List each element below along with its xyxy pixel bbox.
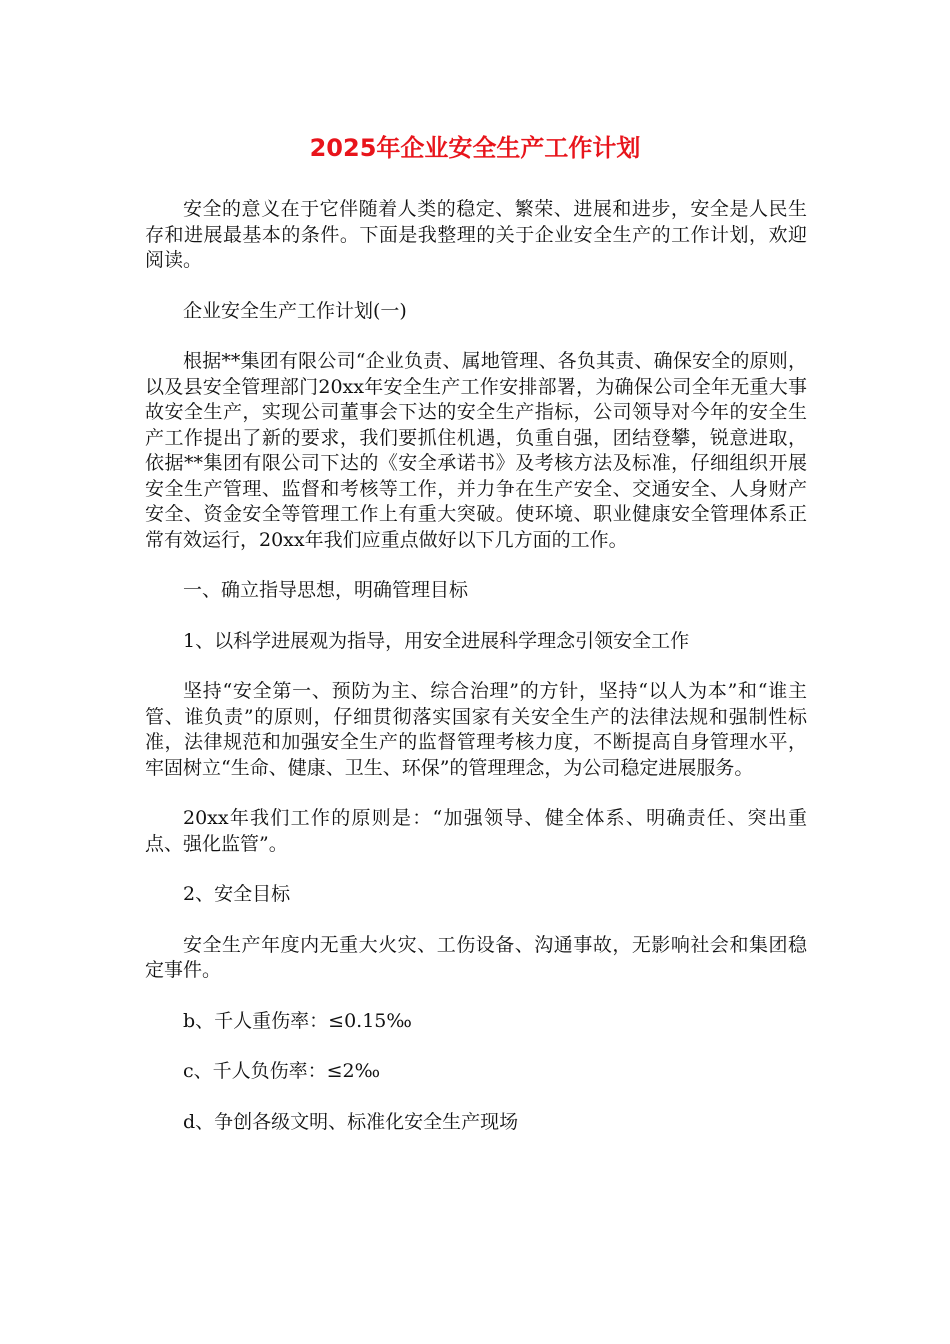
list-item-injury-rate: c、千人负伤率：≤2‰ — [183, 1060, 381, 1082]
subheading-safety-targets: 2、安全目标 — [183, 883, 291, 905]
list-item-serious-injury-rate: b、千人重伤率：≤0.15‰ — [183, 1009, 412, 1032]
paragraph-safety-policy: 坚持“安全第一、预防为主、综合治理”的方针，坚持“以人为本”和“谁主管、谁负责”的原则，仔细贯彻落实国家有关安全生产的法律法规和强制性标准，法律规范和加强安全生产的监督管理考核力度，不断提高自身管理水平，牢固树立“生命、健康、卫生、环保”的管理理念，为公司稳定进展服务。 — [145, 680, 807, 779]
paragraph-intro: 安全的意义在于它伴随着人类的稳定、繁荣、进展和进步，安全是人民生存和进展最基本的条件。下面是我整理的关于企业安全生产的工作计划，欢迎阅读。 — [145, 198, 807, 271]
section-heading-plan-one: 企业安全生产工作计划(一) — [183, 299, 407, 322]
document-body — [145, 197, 807, 1160]
document-title: 2025年企业安全生产工作计划 — [309, 134, 641, 162]
list-item-civilized-site: d、争创各级文明、标准化安全生产现场 — [183, 1110, 519, 1133]
subheading-scientific-development: 1、以科学进展观为指导，用安全进展科学理念引领安全工作 — [183, 629, 690, 652]
section-heading-guiding-ideology: 一、确立指导思想，明确管理目标 — [183, 579, 469, 601]
paragraph-work-principle: 20xx年我们工作的原则是：“加强领导、健全体系、明确责任、突出重点、强化监管”。 — [145, 807, 807, 855]
paragraph-background: 根据**集团有限公司“企业负责、属地管理、各负其责、确保安全的原则，以及县安全管理部门20xx年安全生产工作安排部署，为确保公司全年无重大事故安全生产，实现公司董事会下达的安全生产指标，公司领导对今年的安全生产工作提出了新的要求，我们要抓住机遇，负重自强，团结登攀，锐意进取，依据**集团有限公司下达的《安全承诺书》及考核方法及标准，仔细组织开展安全生产管理、监督和考核等工作，并力争在生产安全、交通安全、人身财产安全、资金安全等管理工作上有重大突破。使环境、职业健康安全管理体系正常有效运行，20xx年我们应重点做好以下几方面的工作。 — [145, 350, 807, 551]
paragraph-annual-target: 安全生产年度内无重大火灾、工伤设备、沟通事故，无影响社会和集团稳定事件。 — [145, 933, 807, 981]
